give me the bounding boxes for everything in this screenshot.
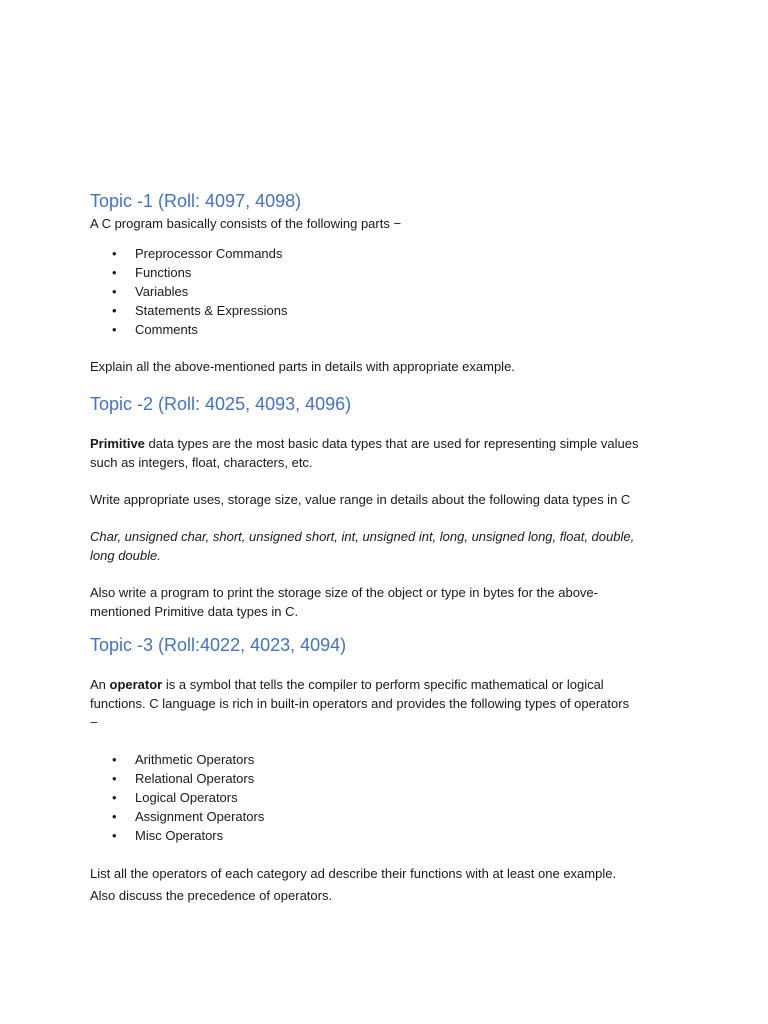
topic-3-heading: Topic -3 (Roll:4022, 4023, 4094) [90,635,347,655]
topic-2-program: Also write a program to print the storage size of the object or type in bytes for the above- mentioned Primitive data types in C. [90,585,598,619]
topic-2-heading: Topic -2 (Roll: 4025, 4093, 4096) [90,394,352,414]
bullet-icon: • [112,809,117,824]
bullet-icon: • [112,265,117,280]
topic-1-intro: A C program basically consists of the following parts − [90,216,402,231]
bullet-icon: • [112,752,117,767]
topic-1-heading: Topic -1 (Roll: 4097, 4098) [90,191,302,211]
bullet-icon: • [112,246,117,261]
list-item: • Assignment Operators [112,809,265,824]
document-page [90,189,680,907]
topic-1-list [90,244,680,339]
bullet-icon: • [112,303,117,318]
list-item: • Preprocessor Commands [112,246,283,261]
list-item: • Statements & Expressions [112,303,288,318]
primitive-term: Primitive [90,436,145,451]
list-item: • Arithmetic Operators [112,752,255,767]
list-item: • Relational Operators [112,771,255,786]
list-item: • Logical Operators [112,790,238,805]
bullet-icon: • [112,322,117,337]
topic-2-intro: Primitive data types are the most basic data types that are used for representing simple values such as integers, float, characters, etc. [90,436,639,470]
topic-3-task: List all the operators of each category ad describe their functions with at least one example. Also discuss the precedence of operators. [90,866,617,903]
bullet-icon: • [112,284,117,299]
bullet-icon: • [112,828,117,843]
list-item: • Functions [112,265,192,280]
topic-2-task: Write appropriate uses, storage size, value range in details about the following data types in C [90,492,631,507]
topic-3-list [90,750,680,845]
bullet-icon: • [112,771,117,786]
topic-3-intro: An operator is a symbol that tells the compiler to perform specific mathematical or logical functions. C language is rich in built-in operators and provides the following types of operators − [90,677,630,730]
bullet-icon: • [112,790,117,805]
list-item: • Variables [112,284,189,299]
list-item: • Comments [112,322,198,337]
topic-2-types: Char, unsigned char, short, unsigned short, int, unsigned int, long, unsigned long, float, double, long double. [90,529,635,563]
operator-term: operator [109,677,163,692]
list-item: • Misc Operators [112,828,224,843]
topic-1-task: Explain all the above-mentioned parts in details with appropriate example. [90,359,515,374]
